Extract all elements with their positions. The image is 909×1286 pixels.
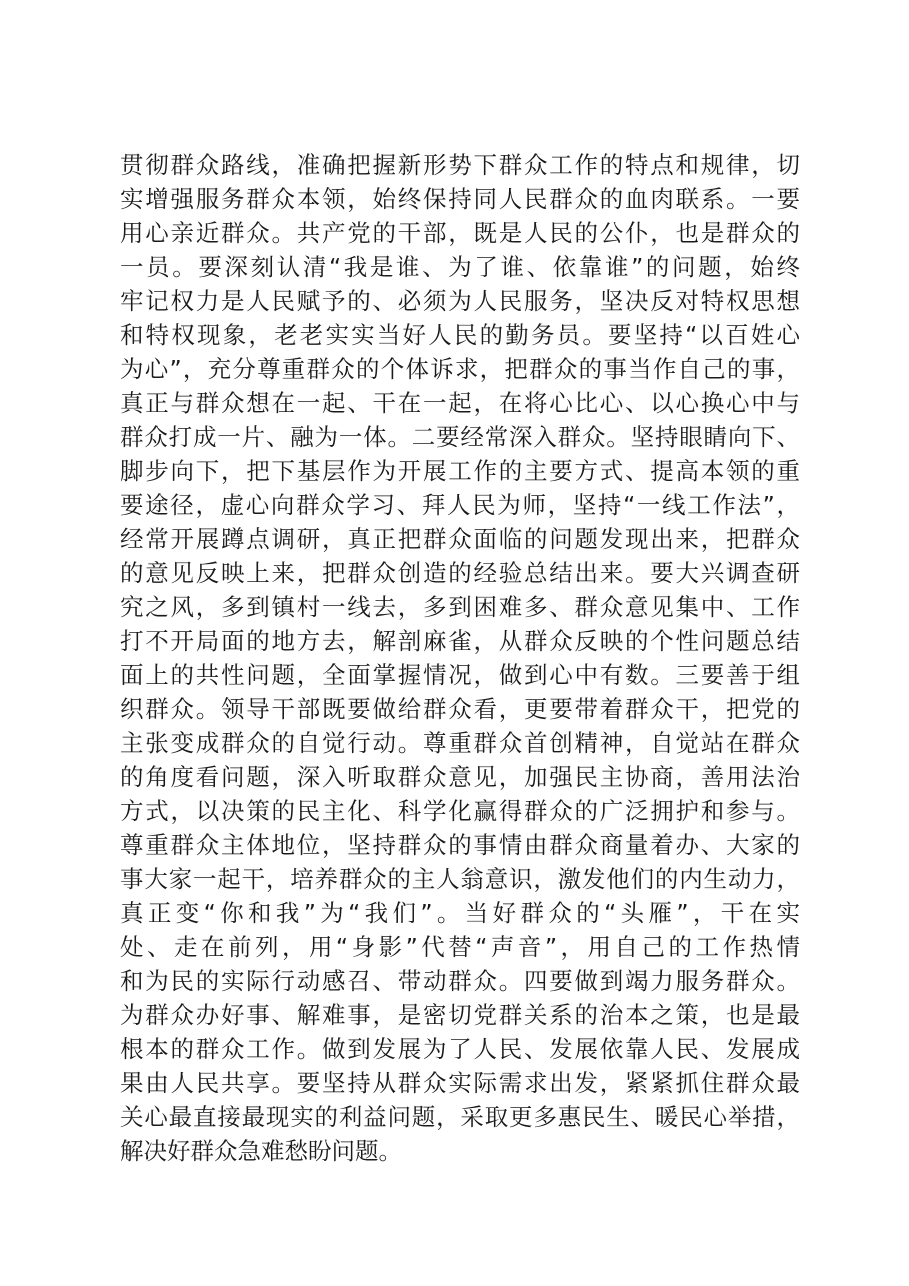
text-line: 要途径，虚心向群众学习、拜人民为师，坚持“一线工作法”， — [120, 491, 800, 519]
text-line: 究之风，多到镇村一线去，多到困难多、群众意见集中、工作 — [120, 593, 800, 621]
text-line: 果由人民共享。要坚持从群众实际需求出发，紧紧抓住群众最 — [120, 1069, 800, 1097]
text-line: 脚步向下，把下基层作为开展工作的主要方式、提高本领的重 — [120, 457, 800, 485]
text-line: 牢记权力是人民赋予的、必须为人民服务，坚决反对特权思想 — [120, 287, 800, 315]
text-line: 为群众办好事、解难事，是密切党群关系的治本之策，也是最 — [120, 1001, 800, 1029]
text-line: 的角度看问题，深入听取群众意见，加强民主协商，善用法治 — [120, 763, 800, 791]
text-line: 一员。要深刻认清“我是谁、为了谁、依靠谁”的问题，始终 — [120, 253, 800, 281]
text-line: 真正与群众想在一起、干在一起，在将心比心、以心换心中与 — [120, 389, 800, 417]
text-line: 打不开局面的地方去，解剖麻雀，从群众反映的个性问题总结 — [120, 627, 800, 655]
text-line: 实增强服务群众本领，始终保持同人民群众的血肉联系。一要 — [120, 185, 800, 213]
text-line: 事大家一起干，培养群众的主人翁意识，激发他们的内生动力， — [120, 865, 800, 893]
text-line: 贯彻群众路线，准确把握新形势下群众工作的特点和规律，切 — [120, 151, 800, 179]
text-line: 方式，以决策的民主化、科学化赢得群众的广泛拥护和参与。 — [120, 797, 800, 825]
text-line: 织群众。领导干部既要做给群众看，更要带着群众干，把党的 — [120, 695, 800, 723]
text-line: 和特权现象，老老实实当好人民的勤务员。要坚持“以百姓心 — [120, 321, 800, 349]
text-line: 为心”，充分尊重群众的个体诉求，把群众的事当作自己的事， — [120, 355, 800, 383]
text-line: 主张变成群众的自觉行动。尊重群众首创精神，自觉站在群众 — [120, 729, 800, 757]
text-line: 群众打成一片、融为一体。二要经常深入群众。坚持眼睛向下、 — [120, 423, 800, 451]
text-line: 的意见反映上来，把群众创造的经验总结出来。要大兴调查研 — [120, 559, 800, 587]
text-line: 根本的群众工作。做到发展为了人民、发展依靠人民、发展成 — [120, 1035, 800, 1063]
text-line: 处、走在前列，用“身影”代替“声音”，用自己的工作热情 — [120, 933, 800, 961]
body-paragraph — [120, 148, 800, 1168]
text-line: 尊重群众主体地位，坚持群众的事情由群众商量着办、大家的 — [120, 831, 800, 859]
text-line: 真正变“你和我”为“我们”。当好群众的“头雁”，干在实 — [120, 899, 800, 927]
text-line: 用心亲近群众。共产党的干部，既是人民的公仆，也是群众的 — [120, 219, 800, 247]
text-line: 经常开展蹲点调研，真正把群众面临的问题发现出来，把群众 — [120, 525, 800, 553]
text-line: 关心最直接最现实的利益问题，采取更多惠民生、暖民心举措， — [120, 1103, 800, 1131]
text-line: 面上的共性问题，全面掌握情况，做到心中有数。三要善于组 — [120, 661, 800, 689]
text-line: 解决好群众急难愁盼问题。 — [120, 1137, 402, 1165]
text-line: 和为民的实际行动感召、带动群众。四要做到竭力服务群众。 — [120, 967, 800, 995]
